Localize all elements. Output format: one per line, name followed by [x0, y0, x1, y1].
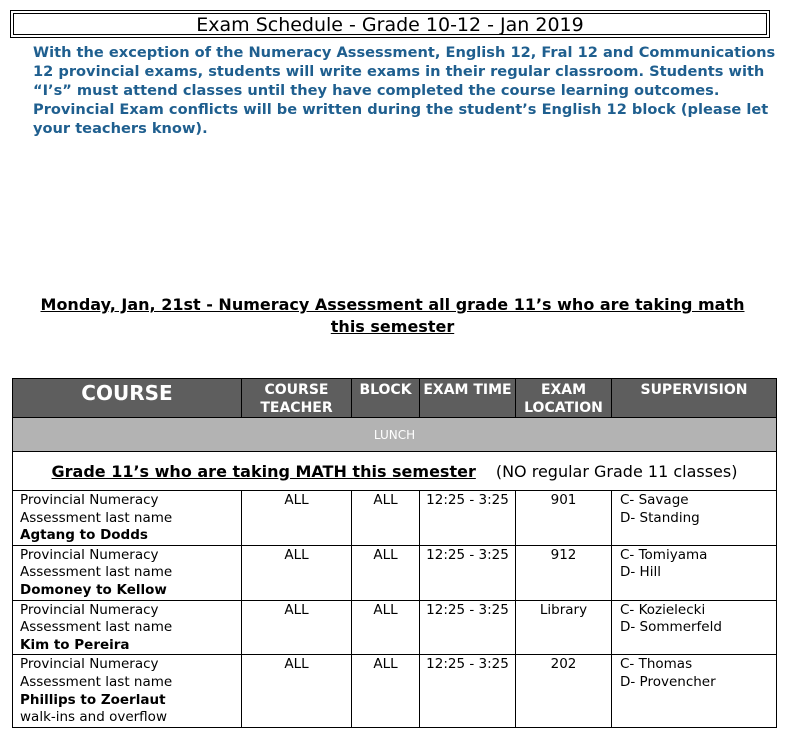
teacher-cell: ALL — [242, 655, 352, 727]
table-row — [13, 600, 777, 655]
location-cell: 202 — [516, 655, 612, 727]
teacher-cell: ALL — [242, 600, 352, 655]
supervisor-c: C- Thomas — [620, 656, 693, 673]
course-line: Provincial Numeracy — [20, 656, 159, 673]
supervisor-d: D- Hill — [620, 564, 661, 581]
course-line: Assessment last name — [20, 619, 173, 636]
time-cell: 12:25 - 3:25 — [420, 655, 516, 727]
header-block: BLOCK — [352, 379, 420, 418]
block-cell: ALL — [352, 491, 420, 546]
block-cell: ALL — [352, 655, 420, 727]
time-cell: 12:25 - 3:25 — [420, 491, 516, 546]
exam-table — [12, 378, 777, 728]
supervision-cell — [612, 491, 777, 546]
supervisor-d: D- Provencher — [620, 673, 716, 690]
table-row — [13, 545, 777, 600]
supervisor-c: C- Kozielecki — [620, 601, 706, 618]
supervisor-d: D- Sommerfeld — [620, 619, 722, 636]
location-cell: 912 — [516, 545, 612, 600]
header-course: COURSE — [13, 379, 242, 418]
supervision-cell — [612, 600, 777, 655]
block-cell: ALL — [352, 600, 420, 655]
course-cell — [13, 491, 242, 546]
teacher-cell: ALL — [242, 491, 352, 546]
course-cell — [13, 545, 242, 600]
header-supervision: SUPERVISION — [612, 379, 777, 418]
course-line: Assessment last name — [20, 673, 173, 690]
page-title: Exam Schedule - Grade 10-12 - Jan 2019 — [13, 13, 767, 35]
table-row — [13, 655, 777, 727]
course-line: Assessment last name — [20, 509, 173, 526]
supervisor-d: D- Standing — [620, 509, 700, 526]
course-line: Provincial Numeracy — [20, 492, 159, 508]
section-note: (NO regular Grade 11 classes) — [495, 461, 738, 481]
name-range: Agtang to Dodds — [20, 527, 148, 544]
title-box — [10, 10, 770, 38]
time-cell: 12:25 - 3:25 — [420, 545, 516, 600]
course-line: Provincial Numeracy — [20, 601, 159, 618]
lunch-label: LUNCH — [13, 418, 777, 452]
monday-heading-text: Monday, Jan, 21st - Numeracy Assessment all grade 11’s who are taking math this semester — [40, 295, 745, 336]
time-cell: 12:25 - 3:25 — [420, 600, 516, 655]
header-teacher: COURSE TEACHER — [242, 379, 352, 418]
course-cell — [13, 600, 242, 655]
monday-heading — [30, 294, 755, 338]
table-row — [13, 491, 777, 546]
intro-text — [33, 43, 778, 138]
course-note: walk-ins and overflow — [20, 709, 167, 726]
name-range: Phillips to Zoerlaut — [20, 691, 166, 708]
supervision-cell — [612, 655, 777, 727]
section-cell — [13, 452, 777, 491]
section-row — [13, 452, 777, 491]
name-range: Kim to Pereira — [20, 636, 130, 653]
section-title: Grade 11’s who are taking MATH this semester — [51, 461, 476, 481]
intro-paragraph: With the exception of the Numeracy Assessment, English 12, Fral 12 and Communications 12 provincial exams, students will write exams in their regular classroom. Students with “I’s” must attend classes until they have completed the course learning outcomes. Provincial Exam conflicts will be written during the student’s English 12 block (please let your teachers know). — [33, 44, 776, 137]
block-cell: ALL — [352, 545, 420, 600]
supervision-cell — [612, 545, 777, 600]
location-cell: 901 — [516, 491, 612, 546]
course-line: Assessment last name — [20, 564, 173, 581]
lunch-row — [13, 418, 777, 452]
supervisor-c: C- Savage — [620, 492, 689, 508]
header-location: EXAM LOCATION — [516, 379, 612, 418]
table-header-row — [13, 379, 777, 418]
location-cell: Library — [516, 600, 612, 655]
teacher-cell: ALL — [242, 545, 352, 600]
course-line: Provincial Numeracy — [20, 546, 159, 563]
supervisor-c: C- Tomiyama — [620, 546, 708, 563]
name-range: Domoney to Kellow — [20, 581, 167, 598]
header-time: EXAM TIME — [420, 379, 516, 418]
course-cell — [13, 655, 242, 727]
